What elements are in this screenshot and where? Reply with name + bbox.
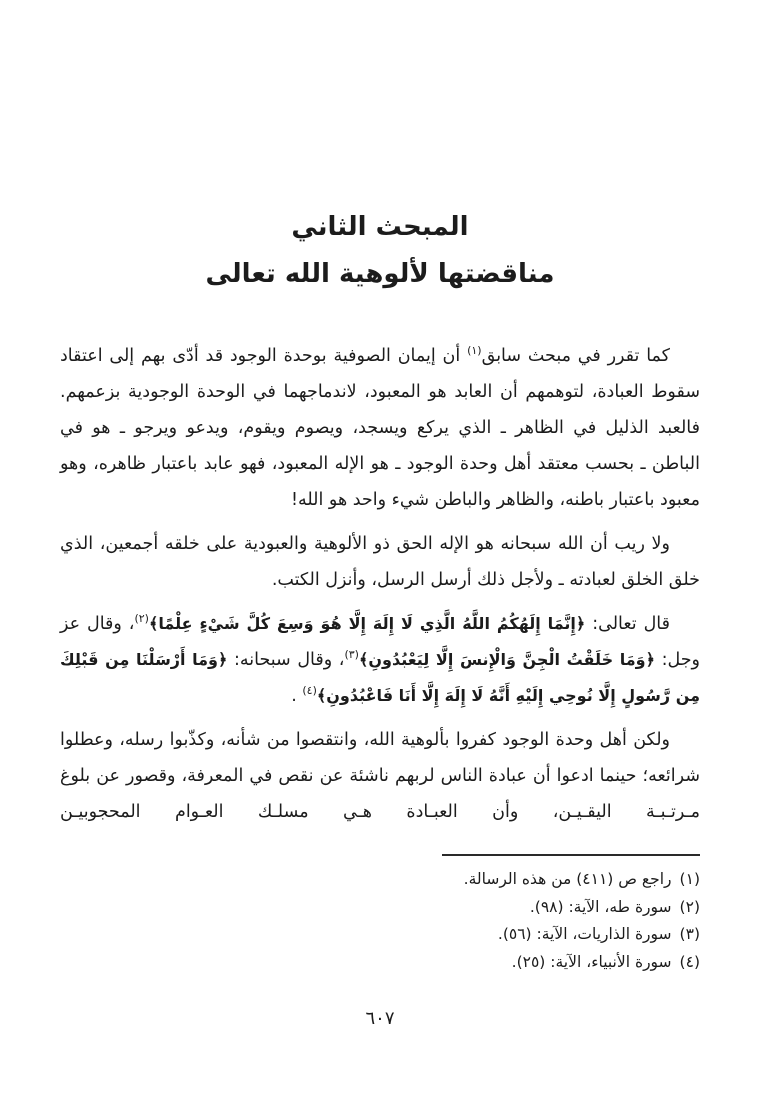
footnote-number: (٤) [679,952,700,971]
footnote-item [60,921,700,949]
section-title-line1: المبحث الثاني [291,212,469,242]
text-run: قال تعالى: [585,614,671,634]
footnote-ref: (٤) [302,684,317,697]
text-run: ولا ريب أن الله سبحانه هو الإله الحق ذو الألوهية والعبودية على خلقه أجمعين، الذي خلق الخلق لعبادته ـ ولأجل ذلك أرسل الرسل، وأنزل الكتب. [60,534,700,590]
footnote-number: (٣) [679,925,700,943]
footnote-item [60,894,700,922]
paragraph [60,526,700,598]
footnote-list [60,866,700,976]
quran-verse: ﴿وَمَا أَرْسَلْنَا مِن قَبْلِكَ مِن رَّسُولٍ إِلَّا نُوحِي إِلَيْهِ أَنَّهُ لَا إِلَهَ إِلَّا أَنَا فَاعْبُدُونِ﴾ [60,650,700,705]
footnote-text: سورة الذاريات، الآية: (٥٦). [497,925,672,943]
footnote-number: (١) [679,870,700,888]
body-text [60,338,700,838]
text-run: ، وقال عز وجل: [60,614,701,670]
footnote-item [60,866,700,894]
footnote-text: سورة الأنبياء، الآية: (٢٥). [511,952,672,971]
paragraph [60,606,700,714]
paragraph [60,722,700,830]
text-run: ، وقال سبحانه: [227,650,345,670]
footnote-text: سورة طه، الآية: (٩٨). [529,897,672,916]
section-title [60,204,700,298]
paragraph [60,338,700,518]
text-run: أن إيمان الصوفية بوحدة الوجود قد أدّى بهم إلى اعتقاد سقوط العبادة، لتوهمهم أن العابد هو المعبود، لاندماجهما في الوحدة الوجودية بزعمهم. فالعبد الذليل في الظاهر ـ الذي يركع ويسجد، ويصوم ويقوم، ويدعو ويرجو ـ هو في الباطن ـ بحسب معتقد أهل وحدة الوجود ـ هو الإله المعبود، فهو عابد باعتبار ظاهره، وهو معبود باعتبار باطنه، والظاهر والباطن شيء واحد هو الله! [60,346,700,510]
footnote-ref: (٣) [344,648,359,661]
quran-verse: ﴿إِنَّمَا إِلَهُكُمُ اللَّهُ الَّذِي لَا إِلَهَ إِلَّا هُوَ وَسِعَ كُلَّ شَيْءٍ عِلْمًا﴾ [148,614,586,633]
text-run: ولكن أهل وحدة الوجود كفروا بألوهية الله، وانتقصوا من شأنه، وكذّبوا رسله، وعطلوا شرائعه؛ حينما ادعوا أن عبادة الناس لربهم ناشئة عن نقص في المعرفة، وقصور عن بلوغ مـرتـبـة اليقـيـن، وأن العبـادة هـي مسلـك العـوام المحجوبيـن [60,730,700,822]
footnote-text: راجع ص (٤١١) من هذه الرسالة. [463,870,672,888]
page-number: ٦٠٧ [365,1008,395,1029]
text-run: كما تقرر في مبحث سابق [481,346,670,366]
footnote-item [60,949,700,977]
footnotes-section [60,854,700,976]
footnote-number: (٢) [679,897,700,916]
section-title-line2: مناقضتها لألوهية الله تعالى [205,259,555,289]
text-run: . [291,686,303,706]
footnote-ref: (٢) [134,612,149,625]
footnote-ref: (١) [467,344,482,357]
quran-verse: ﴿وَمَا خَلَقْتُ الْجِنَّ وَالْإِنسَ إِلَّا لِيَعْبُدُونِ﴾ [358,650,655,669]
footnote-separator [442,854,700,856]
